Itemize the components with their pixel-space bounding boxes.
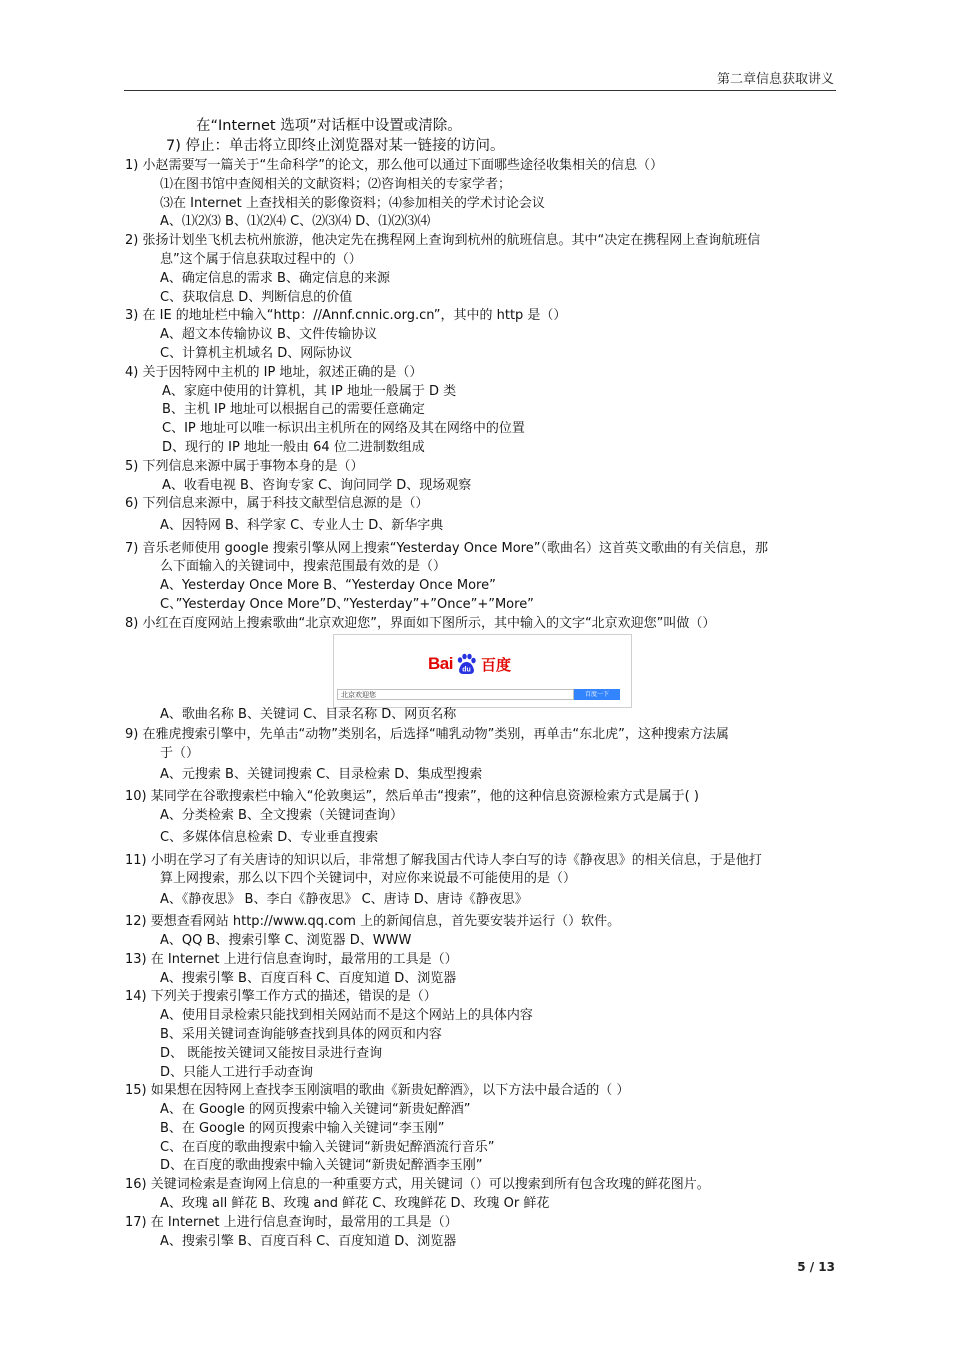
question-11: 11) 小明在学习了有关唐诗的知识以后，非常想了解我国古代诗人李白写的诗《静夜思》的相关信息，于是他打: [125, 853, 762, 868]
question-8-options: A、歌曲名称 B、关键词 C、目录名称 D、网页名称: [160, 707, 457, 722]
question-17: 17) 在 Internet 上进行信息查询时，最常用的工具是（）: [125, 1215, 458, 1230]
question-2-options-2: C、获取信息 D、判断信息的价值: [160, 290, 353, 305]
question-14-option-a: A、使用目录检索只能找到相关网站而不是这个网站上的具体内容: [160, 1008, 533, 1023]
question-6-options: A、因特网 B、科学家 C、专业人士 D、新华字典: [160, 518, 444, 533]
question-4-option-c: C、IP 地址可以唯一标识出主机所在的网络及其在网络中的位置: [162, 421, 525, 436]
baidu-search-screenshot: [333, 634, 632, 708]
question-15-option-d: D、在百度的歌曲搜索中输入关键词“新贵妃醉酒李玉刚”: [160, 1158, 483, 1173]
question-9-options: A、元搜索 B、关键词搜索 C、目录检索 D、集成型搜索: [160, 767, 483, 782]
svg-text:du: du: [462, 666, 471, 674]
baidu-search-button: 百度一下: [574, 689, 620, 700]
question-15-option-a: A、在 Google 的网页搜索中输入关键词“新贵妃醉酒”: [160, 1102, 471, 1117]
question-13-options: A、搜索引擎 B、百度百科 C、百度知道 D、浏览器: [160, 971, 457, 986]
baidu-logo-text: 百度: [480, 655, 511, 674]
question-14-option-d: D、只能人工进行手动查询: [160, 1065, 314, 1080]
question-11-options: A、《静夜思》 B、李白《静夜思》 C、唐诗 D、唐诗《静夜思》: [160, 892, 528, 907]
question-1-line-a: ⑴在图书馆中查阅相关的文献资料；⑵咨询相关的专家学者；: [160, 177, 512, 192]
question-1-options: A、⑴⑵⑶ B、⑴⑵⑷ C、⑵⑶⑷ D、⑴⑵⑶⑷: [160, 214, 431, 229]
question-2: 2) 张扬计划坐飞机去杭州旅游，他决定先在携程网上查询到杭州的航班信息。其中“决定在携程网上查询航班信: [125, 233, 761, 248]
question-17-options: A、搜索引擎 B、百度百科 C、百度知道 D、浏览器: [160, 1234, 457, 1249]
question-12: 12) 要想查看网站 http://www.qq.com 上的新闻信息，首先要安装并运行（）软件。: [125, 914, 621, 929]
baidu-logo: [428, 649, 511, 679]
question-7-options-1: A、Yesterday Once More B、“Yesterday Once More”: [160, 578, 496, 593]
question-15-option-b: B、在 Google 的网页搜索中输入关键词“李玉刚”: [160, 1121, 445, 1136]
question-1-line-b: ⑶在 Internet 上查找相关的影像资料；⑷参加相关的学术讨论会议: [160, 196, 545, 211]
question-14-option-b: B、采用关键词查询能够查找到具体的网页和内容: [160, 1027, 442, 1042]
question-10-options-2: C、多媒体信息检索 D、专业垂直搜索: [160, 830, 379, 845]
question-3: 3) 在 IE 的地址栏中输入“http：//Annf.cnnic.org.cn”，其中的 http 是（）: [125, 308, 567, 323]
question-15-option-c: C、在百度的歌曲搜索中输入关键词“新贵妃醉酒流行音乐”: [160, 1140, 495, 1155]
question-14: 14) 下列关于搜索引擎工作方式的描述，错误的是（）: [125, 989, 437, 1004]
question-16: 16) 关键词检索是查询网上信息的一种重要方式，用关键词（）可以搜索到所有包含玫瑰的鲜花图片。: [125, 1177, 710, 1192]
question-6: 6) 下列信息来源中，属于科技文献型信息源的是（）: [125, 496, 429, 511]
question-11-cont: 算上网搜索，那么以下四个关键词中，对应你来说最不可能使用的是（）: [160, 871, 577, 886]
baidu-logo-bai: Bai: [428, 654, 453, 673]
paw-icon: [455, 653, 477, 675]
question-13: 13) 在 Internet 上进行信息查询时，最常用的工具是（）: [125, 952, 458, 967]
question-4: 4) 关于因特网中主机的 IP 地址，叙述正确的是（）: [125, 365, 423, 380]
question-4-option-a: A、家庭中使用的计算机，其 IP 地址一般属于 D 类: [162, 384, 457, 399]
question-2-cont: 息”这个属于信息获取过程中的（）: [160, 252, 362, 267]
intro-line-2: 7) 停止：单击将立即终止浏览器对某一链接的访问。: [166, 138, 505, 154]
question-12-options: A、QQ B、搜索引擎 C、浏览器 D、WWW: [160, 933, 412, 948]
question-7: 7) 音乐老师使用 google 搜索引擎从网上搜索“Yesterday Once More”（歌曲名）这首英文歌曲的有关信息，那: [125, 541, 768, 556]
question-2-options-1: A、确定信息的需求 B、确定信息的来源: [160, 271, 390, 286]
question-9-cont: 于（）: [160, 746, 200, 761]
page-header: [124, 64, 836, 91]
question-15: 15) 如果想在因特网上查找李玉刚演唱的歌曲《新贵妃醉酒》，以下方法中最合适的（ ）: [125, 1083, 630, 1098]
question-3-options-1: A、超文本传输协议 B、文件传输协议: [160, 327, 377, 342]
question-10-options-1: A、分类检索 B、全文搜索（关键词查询）: [160, 808, 403, 823]
question-9: 9) 在雅虎搜索引擎中，先单击“动物”类别名，后选择“哺乳动物”类别，再单击“东北虎”，这种搜索方法属: [125, 727, 729, 742]
question-1: 1) 小赵需要写一篇关于“生命科学”的论文，那么他可以通过下面哪些途径收集相关的信息（）: [125, 158, 663, 173]
question-7-options-2: C、”Yesterday Once More”D、”Yesterday”+”Once”+”More”: [160, 597, 534, 612]
baidu-search-input: 北京欢迎您: [337, 689, 574, 700]
question-7-cont: 么下面输入的关键词中，搜索范围最有效的是（）: [160, 559, 447, 574]
question-5-options: A、收看电视 B、咨询专家 C、询问同学 D、现场观察: [162, 478, 472, 493]
question-3-options-2: C、计算机主机域名 D、网际协议: [160, 346, 353, 361]
question-4-option-d: D、现行的 IP 地址一般由 64 位二进制数组成: [162, 440, 425, 455]
question-14-option-c: D、 既能按关键词又能按目录进行查询: [160, 1046, 383, 1061]
question-4-option-b: B、主机 IP 地址可以根据自己的需要任意确定: [162, 402, 425, 417]
intro-line-1: 在“Internet 选项”对话框中设置或清除。: [196, 118, 462, 134]
question-10: 10) 某同学在谷歌搜索栏中输入“伦敦奥运”，然后单击“搜索”，他的这种信息资源检索方式是属于( ): [125, 789, 699, 804]
question-16-options: A、玫瑰 all 鲜花 B、玫瑰 and 鲜花 C、玫瑰鲜花 D、玫瑰 Or 鲜花: [160, 1196, 550, 1211]
page-number: 5 / 13: [797, 1260, 835, 1274]
header-title: 第二章信息获取讲义: [716, 72, 834, 87]
question-5: 5) 下列信息来源中属于事物本身的是（）: [125, 459, 364, 474]
question-8: 8) 小红在百度网站上搜索歌曲“北京欢迎您”，界面如下图所示，其中输入的文字“北京欢迎您”叫做（）: [125, 616, 716, 631]
